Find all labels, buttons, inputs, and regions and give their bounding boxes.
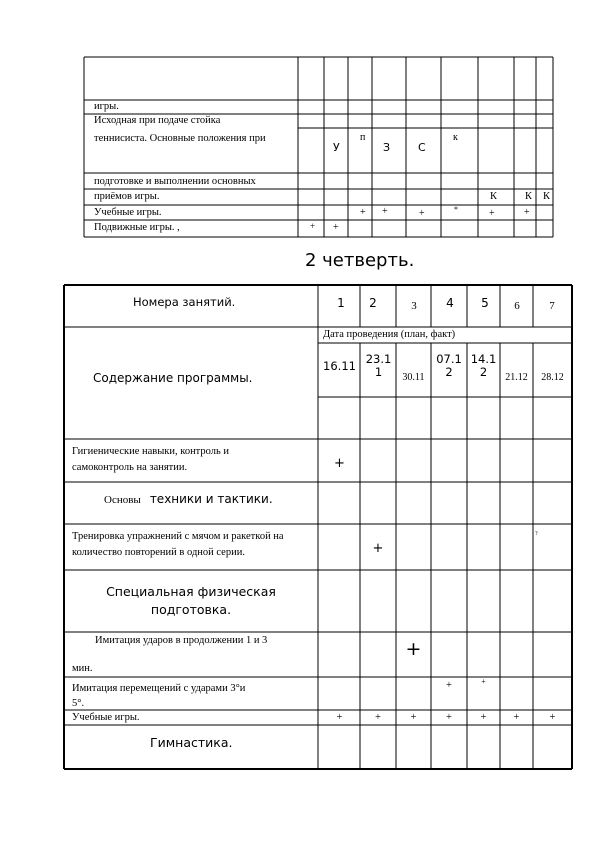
cell-mark: +: [372, 541, 384, 556]
row-label: Специальная физическая подготовка.: [106, 584, 276, 617]
cell-mark: +: [549, 712, 556, 723]
lesson-number: 5: [481, 296, 489, 310]
lesson-date: 30.11: [402, 372, 425, 383]
cell-mark: +: [419, 208, 425, 219]
lesson-number: 1: [337, 296, 345, 310]
dates-caption: Дата проведения (план, факт): [323, 329, 456, 340]
cell-mark: К: [490, 191, 498, 202]
row-label: Гимнастика.: [150, 735, 233, 750]
lesson-number: 4: [446, 296, 454, 310]
cell-mark: +: [333, 222, 339, 233]
cell-mark: +: [382, 206, 388, 217]
top-row-label: Учебные игры.: [94, 207, 162, 218]
cell-mark: к: [453, 132, 458, 143]
top-row-label: теннисиста. Основные положения при: [94, 133, 266, 144]
cell-mark: +: [446, 712, 452, 723]
cell-mark: +: [446, 680, 452, 691]
cell-mark: +: [524, 207, 530, 218]
cell-mark: С: [418, 141, 426, 154]
top-row-label: приёмов игры.: [94, 191, 160, 202]
row-label-part: мин.: [72, 663, 93, 674]
top-row-label: Подвижные игры. ,: [94, 222, 180, 233]
lesson-date: 16.11: [323, 359, 356, 373]
row-label-part: Имитация ударов в продолжении 1 и 3: [95, 635, 268, 646]
row-label: Гигиенические навыки, контроль и самоконтроль на занятии.: [72, 446, 230, 473]
cell-mark: +: [360, 207, 366, 218]
cell-mark: У: [333, 141, 340, 154]
lesson-date: 28.12: [541, 372, 564, 383]
row-label-part: Основы: [104, 494, 141, 506]
cell-mark: +: [480, 712, 487, 723]
cell-mark: +: [310, 221, 316, 231]
lesson-number: 7: [549, 300, 555, 312]
program-label: Содержание программы.: [93, 371, 253, 385]
lesson-number: 2: [369, 296, 377, 310]
row-label: Учебные игры.: [72, 712, 140, 723]
row-label: Тренировка упражнений с мячом и ракеткой на количество повторений в одной серии.: [72, 531, 284, 558]
row-label: Имитация перемещений с ударами 3°и 5°.: [72, 683, 246, 710]
lesson-number: 3: [411, 300, 417, 312]
cell-mark: К: [525, 191, 533, 202]
cell-mark: +: [489, 208, 495, 219]
lesson-numbers-label: Номера занятий.: [133, 295, 236, 309]
cell-mark: п: [360, 132, 366, 143]
top-row-label: игры.: [94, 101, 119, 112]
cell-mark: +: [334, 456, 345, 471]
cell-mark: +: [336, 712, 343, 723]
cell-mark: +: [405, 638, 422, 660]
cell-mark: +: [410, 712, 417, 723]
cell-mark: З: [383, 141, 391, 154]
row-label-part: техники и тактики.: [146, 492, 273, 506]
cell-mark: +: [375, 712, 381, 723]
cell-mark: +: [513, 712, 520, 723]
lesson-date: 23.1 1: [365, 352, 392, 380]
cell-mark: К: [543, 191, 551, 202]
cell-mark: +: [481, 677, 486, 686]
cell-mark: *: [454, 205, 458, 214]
lesson-date: 21.12: [505, 372, 528, 383]
lesson-date: 07.1 2: [436, 352, 462, 380]
top-row-label: Исходная при подаче стойка: [94, 115, 221, 126]
cell-mark: ?: [535, 531, 538, 537]
lesson-date: 14.1 2: [470, 352, 497, 380]
quarter-heading: 2 четверть.: [305, 250, 415, 271]
top-row-label: подготовке и выполнении основных: [94, 176, 256, 187]
lesson-number: 6: [514, 300, 520, 312]
